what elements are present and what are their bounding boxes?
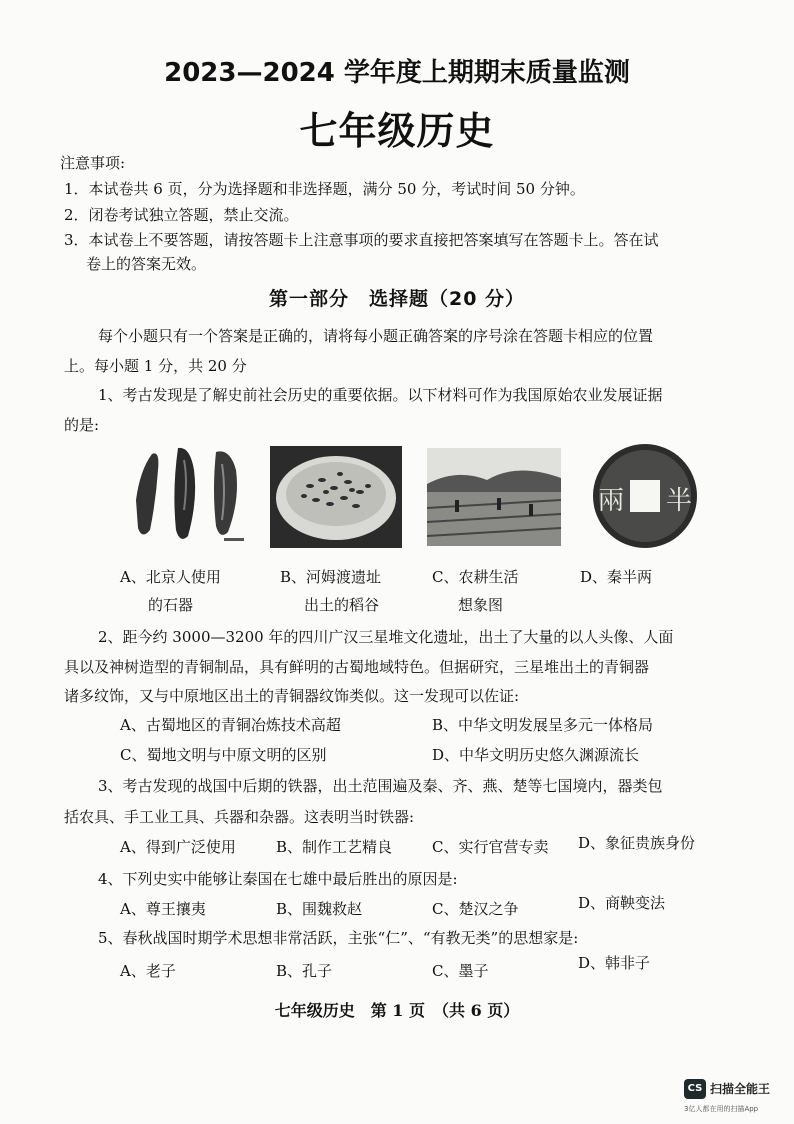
option-c-caption: C、农耕生活 bbox=[432, 568, 519, 586]
stone-tools-image bbox=[128, 440, 256, 548]
option-c-caption: 想象图 bbox=[458, 596, 504, 614]
coin-left-char: 兩 bbox=[598, 486, 625, 516]
note-item: 卷上的答案无效。 bbox=[86, 255, 207, 273]
watermark-sub: 3亿人都在用的扫描App bbox=[684, 1105, 759, 1113]
option: D、韩非子 bbox=[578, 954, 651, 972]
note-item: 3．本试卷上不要答题，请按答题卡上注意事项的要求直接把答案填写在答题卡上。答在试 bbox=[64, 231, 659, 249]
option: D、商鞅变法 bbox=[578, 894, 666, 912]
option: D、中华文明历史悠久渊源流长 bbox=[432, 746, 640, 764]
question-stem: 2、距今约 3000—3200 年的四川广汉三星堆文化遗址，出土了大量的以人头像、人面 bbox=[98, 628, 674, 646]
option: B、制作工艺精良 bbox=[276, 838, 393, 856]
note-item: 2．闭卷考试独立答题，禁止交流。 bbox=[64, 206, 299, 224]
option: D、象征贵族身份 bbox=[578, 834, 696, 852]
option-b-caption: B、河姆渡遗址 bbox=[280, 568, 382, 586]
question-stem: 诸多纹饰，又与中原地区出土的青铜器纹饰类似。这一发现可以佐证: bbox=[64, 687, 520, 705]
option: A、古蜀地区的青铜冶炼技术高超 bbox=[120, 716, 341, 734]
option: B、围魏救赵 bbox=[276, 900, 363, 918]
subject-title: 七年级历史 bbox=[299, 109, 495, 153]
option: B、中华文明发展呈多元一体格局 bbox=[432, 716, 654, 734]
option: B、孔子 bbox=[276, 962, 333, 980]
watermark-name: 扫描全能王 bbox=[710, 1082, 771, 1096]
option-a-caption: 的石器 bbox=[148, 596, 194, 614]
question-stem: 括农具、手工业工具、兵器和杂器。这表明当时铁器: bbox=[64, 808, 415, 826]
option: A、尊王攘夷 bbox=[120, 900, 206, 918]
notes-heading: 注意事项: bbox=[60, 154, 126, 172]
question-stem: 3、考古发现的战国中后期的铁器，出土范围遍及秦、齐、燕、楚等七国境内，器类包 bbox=[98, 777, 663, 795]
note-item: 1．本试卷共 6 页，分为选择题和非选择题，满分 50 分，考试时间 50 分钟。 bbox=[64, 180, 585, 198]
option-d-caption: D、秦半两 bbox=[580, 568, 653, 586]
option: A、得到广泛使用 bbox=[120, 838, 236, 856]
question-stem: 具以及神树造型的青铜制品，具有鲜明的古蜀地域特色。但据研究，三星堆出土的青铜器 bbox=[64, 658, 650, 676]
option-a-caption: A、北京人使用 bbox=[120, 568, 221, 586]
farming-scene-image bbox=[427, 448, 561, 546]
section-title: 第一部分 选择题（20 分） bbox=[268, 288, 526, 310]
section-intro: 每个小题只有一个答案是正确的，请将每小题正确答案的序号涂在答题卡相应的位置 bbox=[98, 327, 654, 345]
section-intro: 上。每小题 1 分，共 20 分 bbox=[64, 357, 247, 375]
question-stem: 1、考古发现是了解史前社会历史的重要依据。以下材料可作为我国原始农业发展证据 bbox=[98, 386, 663, 404]
question-stem: 4、下列史实中能够让秦国在七雄中最后胜出的原因是: bbox=[98, 870, 458, 888]
option: C、蜀地文明与中原文明的区别 bbox=[120, 746, 327, 764]
option: A、老子 bbox=[120, 962, 176, 980]
exam-title: 2023—2024 学年度上期期末质量监测 bbox=[164, 58, 630, 88]
option: C、墨子 bbox=[432, 962, 489, 980]
coin-right-char: 半 bbox=[666, 486, 693, 516]
question-stem: 5、春秋战国时期学术思想非常活跃，主张“仁”、“有教无类”的思想家是: bbox=[98, 929, 579, 947]
question-stem: 的是: bbox=[64, 416, 100, 434]
option-b-caption: 出土的稻谷 bbox=[304, 596, 380, 614]
scanner-watermark bbox=[684, 1078, 788, 1118]
banliang-coin-image bbox=[578, 440, 712, 550]
camscanner-logo-icon: CS bbox=[684, 1079, 706, 1099]
rice-grains-image bbox=[270, 446, 402, 548]
option: C、实行官营专卖 bbox=[432, 838, 549, 856]
page-footer: 七年级历史 第 1 页 （共 6 页） bbox=[274, 1001, 520, 1020]
option: C、楚汉之争 bbox=[432, 900, 519, 918]
